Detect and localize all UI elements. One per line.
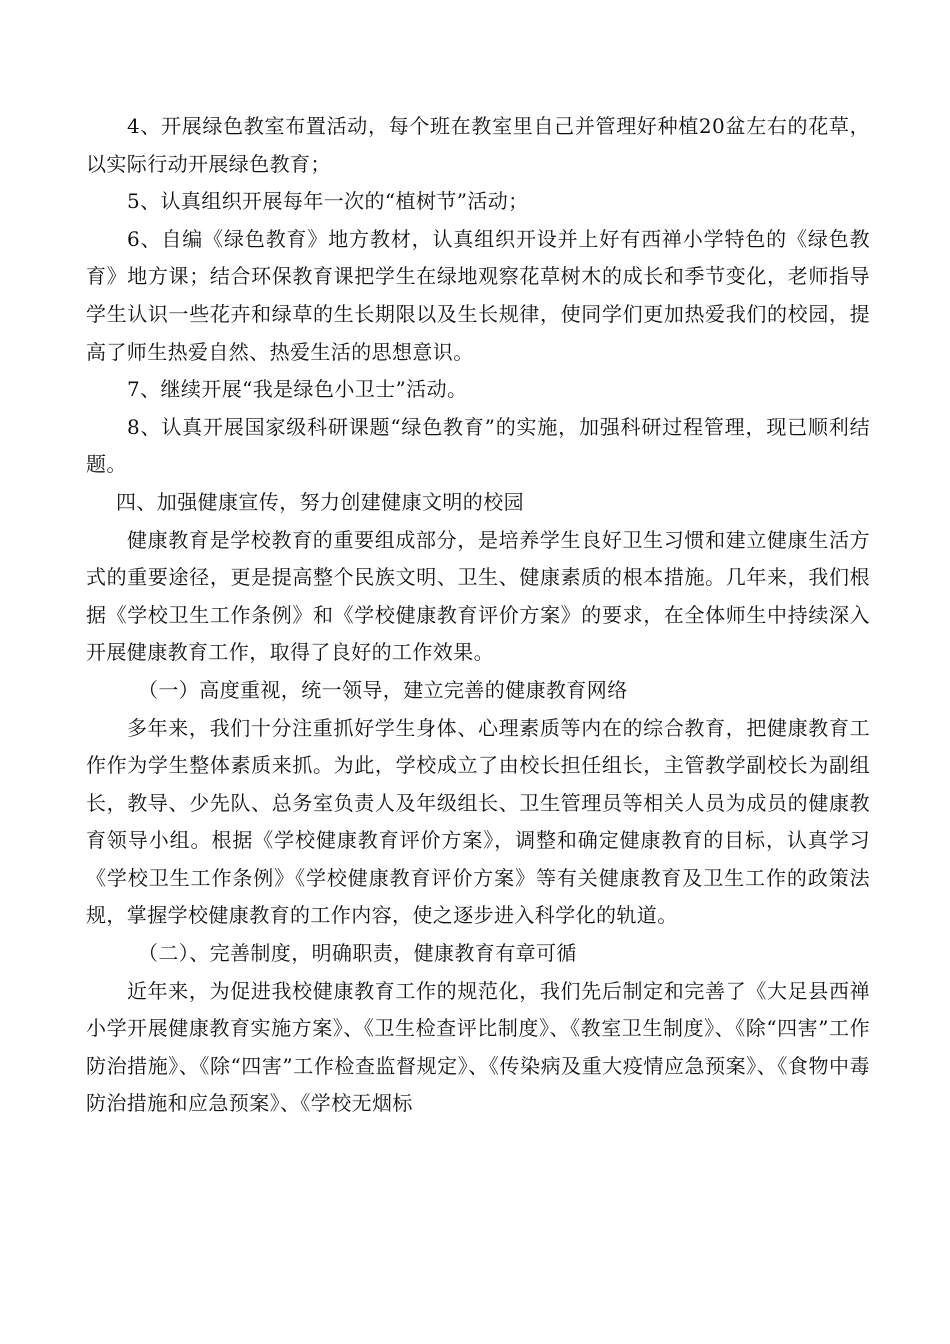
- document-body: [86, 108, 870, 1123]
- subsection-heading-1: （一）高度重视，统一领导，建立完善的健康教育网络: [138, 677, 628, 702]
- subsection-2-paragraph: 近年来，为促进我校健康教育工作的规范化，我们先后制定和完善了《大足县西禅小学开展健康教育实施方案》、《卫生检查评比制度》、《教室卫生制度》、《除“四害”工作防治措施》、《除“四害”工作检查监督规定》、《传染病及重大疫情应急预案》、《食物中毒防治措施和应急预案》、《学校无烟标: [86, 978, 870, 1116]
- paragraph-item-4: 4、开展绿色教室布置活动，每个班在教室里自己并管理好种植20盆左右的花草，以实际行动开展绿色教育；: [86, 114, 870, 176]
- paragraph-item-6: 6、自编《绿色教育》地方教材，认真组织开设并上好有西禅小学特色的《绿色教育》地方课；结合环保教育课把学生在绿地观察花草树木的成长和季节变化，老师指导学生认识一些花卉和绿草的生长期限以及生长规律，使同学们更加热爱我们的校园，提高了师生热爱自然、热爱生活的思想意识。: [86, 226, 870, 364]
- paragraph-item-8: 8、认真开展国家级科研课题“绿色教育”的实施，加强科研过程管理，现已顺利结题。: [86, 414, 870, 477]
- subsection-1-paragraph: 多年来，我们十分注重抓好学生身体、心理素质等内在的综合教育，把健康教育工作作为学生整体素质来抓。为此，学校成立了由校长担任组长，主管教学副校长为副组长，教导、少先队、总务室负责人及年级组长、卫生管理员等相关人员为成员的健康教育领导小组。根据《学校健康教育评价方案》，调整和确定健康教育的目标，认真学习《学校卫生工作条例》《学校健康教育评价方案》等有关健康教育及卫生工作的政策法规，掌握学校健康教育的工作内容，使之逐步进入科学化的轨道。: [86, 715, 870, 928]
- subsection-heading-2: （二）、完善制度，明确职责，健康教育有章可循: [138, 941, 577, 966]
- section-heading-4: 四、加强健康宣传，努力创建健康文明的校园: [116, 489, 524, 514]
- paragraph-item-7: 7、继续开展“我是绿色小卫士”活动。: [127, 377, 468, 402]
- section-intro-paragraph: 健康教育是学校教育的重要组成部分，是培养学生良好卫生习惯和建立健康生活方式的重要途径，更是提高整个民族文明、卫生、健康素质的根本措施。几年来，我们根据《学校卫生工作条例》和《学校健康教育评价方案》的要求，在全体师生中持续深入开展健康教育工作，取得了良好的工作效果。: [86, 527, 870, 665]
- paragraph-item-5: 5、认真组织开展每年一次的“植树节”活动；: [127, 189, 529, 214]
